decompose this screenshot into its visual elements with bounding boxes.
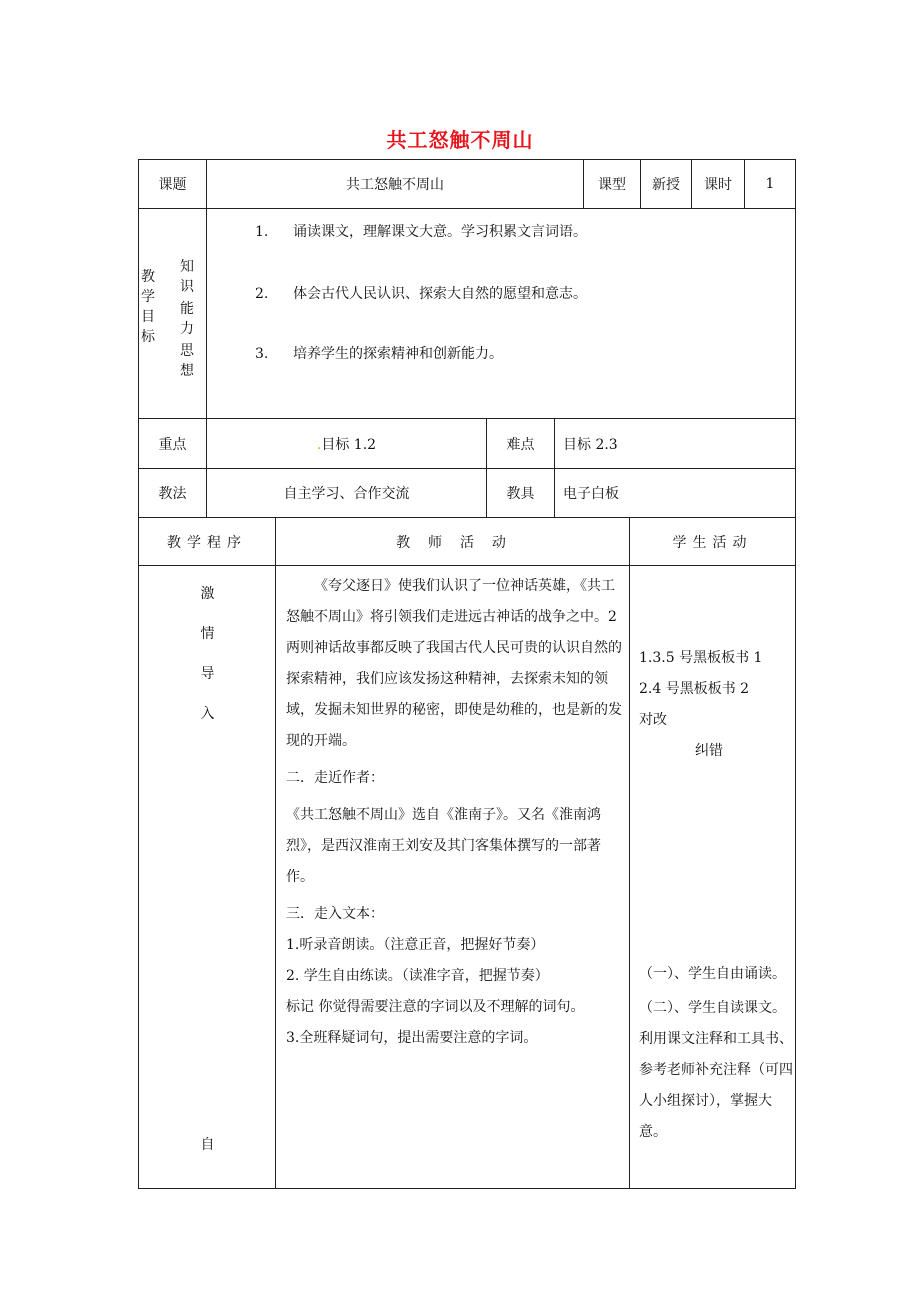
- step-intro-label: 激 情 导 入: [200, 586, 215, 722]
- teacher-paragraph: 三．走入文本：: [286, 906, 384, 922]
- objective-item: 3. 培养学生的探索精神和创新能力。: [255, 346, 503, 362]
- teacher-paragraph: 1.听录音朗读。（注意正音，把握好节奏）: [286, 937, 545, 953]
- teacher-paragraph: 二．走近作者：: [286, 770, 384, 786]
- teacher-paragraph: 标记 你觉得需要注意的字词以及不理解的词句。: [286, 999, 585, 1015]
- lesson-label: 课题: [139, 160, 207, 209]
- student-header: 学生活动: [630, 518, 796, 566]
- lesson-value: 共工怒触不周山: [207, 160, 584, 209]
- difficulty-label: 难点: [487, 419, 555, 469]
- objectives-sub-ability: 能 力: [180, 301, 194, 337]
- type-label: 课型: [584, 160, 641, 209]
- lesson-info-table: [138, 159, 796, 419]
- key-label: 重点: [139, 419, 207, 469]
- objectives-sub-knowledge: 知 识: [180, 259, 194, 295]
- objective-item: 2. 体会古代人民认识、探索大自然的愿望和意志。: [255, 286, 587, 302]
- teacher-activity-cell: [276, 566, 630, 1189]
- student-block-board: 1.3.5 号黑板板书 1 2.4 号黑板板书 2 对改 纠错: [639, 650, 763, 759]
- student-block-reading: （一）、学生自由诵读。 （二）、学生自读课文。利用课文注释和工具书、参考老师补充注释（可四人小组探讨），掌握大意。: [639, 966, 793, 1140]
- procedure-header: 教学程序: [139, 518, 276, 566]
- objectives-label: 教 学 目 标: [141, 269, 155, 345]
- key-method-table: [138, 418, 796, 518]
- teacher-paragraph: 《共工怒触不周山》选自《淮南子》。又名《淮南鸿烈》，是西汉淮南王刘安及其门客集体撰写的一部著作。: [286, 807, 601, 885]
- objectives-sub-thought: 思 想: [180, 343, 194, 379]
- procedure-cell: [139, 566, 276, 1189]
- objective-item: 1. 诵读课文，理解课文大意。学习积累文言词语。: [255, 224, 587, 240]
- key-value: .目标 1.2: [207, 419, 487, 469]
- tools-value: 电子白板: [555, 469, 796, 518]
- process-table: [138, 517, 796, 1189]
- teacher-paragraph: 3.全班释疑词句，提出需要注意的字词。: [286, 1030, 538, 1046]
- step-self-label: 自: [200, 1137, 215, 1153]
- difficulty-value: 目标 2.3: [555, 419, 796, 469]
- student-activity-cell: [630, 566, 796, 1189]
- hours-label: 课时: [692, 160, 745, 209]
- hours-value: 1: [745, 160, 796, 209]
- type-value: 新授: [641, 160, 692, 209]
- teacher-paragraph: 2. 学生自由练读。（读准字音，把握节奏）: [286, 968, 549, 984]
- teacher-paragraph: 《夸父逐日》使我们认识了一位神话英雄，《共工怒触不周山》将引领我们走进远古神话的战争之中。2两则神话故事都反映了我国古代人民可贵的认识自然的探索精神，我们应该发扬这种精神，去探索未知的领域，发掘未知世界的秘密，即使是幼稚的，也是新的发现的开端。: [286, 578, 622, 749]
- teacher-activity-text: [286, 571, 622, 1054]
- objectives-label-cell: [139, 209, 207, 419]
- method-label: 教法: [139, 469, 207, 518]
- tools-label: 教具: [487, 469, 555, 518]
- teacher-header: 教 师 活 动: [276, 518, 630, 566]
- page-title: 共工怒触不周山: [386, 128, 534, 152]
- objectives-content: [207, 209, 796, 419]
- method-value: 自主学习、合作交流: [207, 469, 487, 518]
